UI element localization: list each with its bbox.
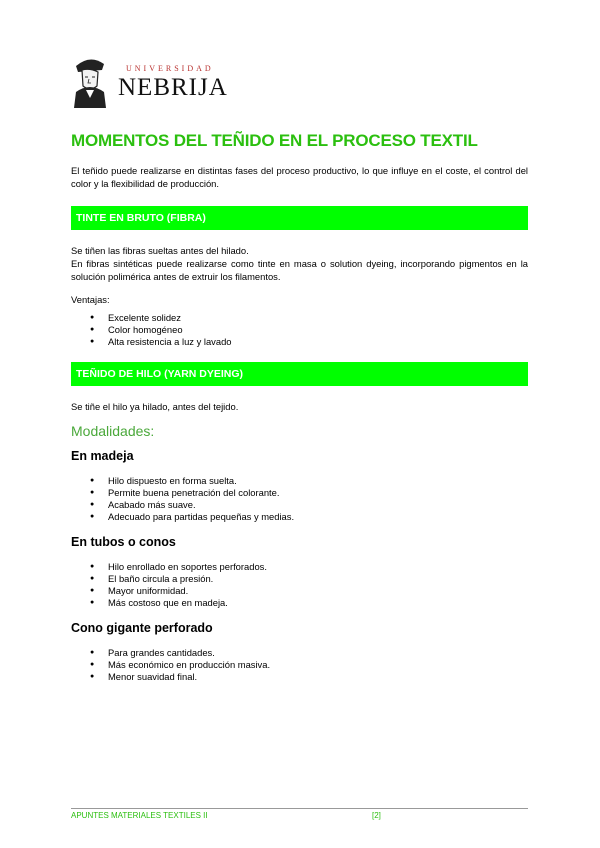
list-item: ● Acabado más suave. — [108, 499, 528, 511]
portrait-logo-icon — [70, 52, 110, 108]
list-item: ● Alta resistencia a luz y lavado — [108, 336, 528, 348]
subheading-cono-gigante: Cono gigante perforado — [71, 621, 213, 635]
tubos-list — [71, 561, 528, 609]
university-logo — [70, 50, 250, 110]
list-item: ● Para grandes cantidades. — [108, 647, 528, 659]
section2-paragraph-1: Se tiñe el hilo ya hilado, antes del tejido. — [71, 401, 239, 412]
ventajas-list — [71, 312, 528, 348]
list-item: ● Adecuado para partidas pequeñas y medias. — [108, 511, 528, 523]
section1-paragraph-2: En fibras sintéticas puede realizarse como tinte en masa o solution dyeing, incorporando pigmentos en la solución polimérica antes de extruir los filamentos. — [71, 258, 528, 282]
list-item: ● Más costoso que en madeja. — [108, 597, 528, 609]
list-item: ● El baño circula a presión. — [108, 573, 528, 585]
intro-paragraph: El teñido puede realizarse en distintas fases del proceso productivo, lo que influye en el coste, el control del color y la flexibilidad de producción. — [71, 165, 528, 189]
subheading-tubos-conos: En tubos o conos — [71, 535, 176, 549]
section1-paragraph-1: Se tiñen las fibras sueltas antes del hilado. — [71, 245, 249, 256]
footer-course-title: APUNTES MATERIALES TEXTILES II — [71, 811, 208, 820]
modalidades-heading: Modalidades: — [71, 423, 155, 439]
footer-page-number: [2] — [372, 811, 381, 820]
list-item: ● Hilo dispuesto en forma suelta. — [108, 475, 528, 487]
document-body — [71, 131, 528, 695]
list-item: ● Más económico en producción masiva. — [108, 659, 528, 671]
logo-nebrija-text: NEBRIJA — [118, 74, 228, 101]
list-item: ● Hilo enrollado en soportes perforados. — [108, 561, 528, 573]
logo-university-text: UNIVERSIDAD — [126, 64, 214, 73]
madeja-list — [71, 475, 528, 523]
list-item: ● Menor suavidad final. — [108, 671, 528, 683]
page-title: MOMENTOS DEL TEÑIDO EN EL PROCESO TEXTIL — [71, 131, 478, 150]
section-heading-tenido-hilo: TEÑIDO DE HILO (YARN DYEING) — [71, 362, 528, 386]
section-heading-tinte-bruto: TINTE EN BRUTO (FIBRA) — [71, 206, 528, 230]
footer-divider — [71, 808, 528, 809]
list-item: ● Color homogéneo — [108, 324, 528, 336]
subheading-en-madeja: En madeja — [71, 449, 134, 463]
ventajas-label: Ventajas: — [71, 294, 110, 305]
list-item: ● Mayor uniformidad. — [108, 585, 528, 597]
list-item: ● Excelente solidez — [108, 312, 528, 324]
cono-list — [71, 647, 528, 683]
list-item: ● Permite buena penetración del colorante. — [108, 487, 528, 499]
